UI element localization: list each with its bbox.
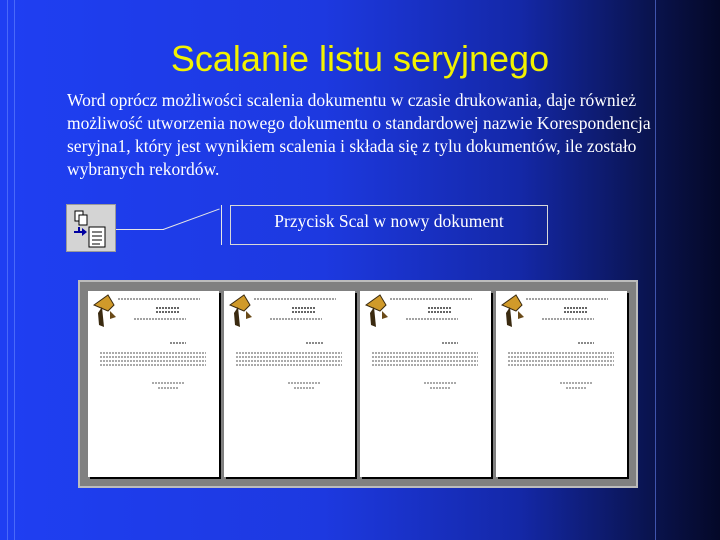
document-pages bbox=[88, 291, 630, 479]
document-page bbox=[224, 291, 355, 477]
document-page bbox=[360, 291, 491, 477]
right-decor-line bbox=[655, 0, 656, 540]
document-page bbox=[496, 291, 627, 477]
document-page bbox=[88, 291, 219, 477]
body-paragraph: Word oprócz możliwości scalenia dokumentu w czasie drukowania, daje również możliwość utworzenia nowego dokumentu o standardowej nazwie Korespondencja seryjna1, który jest wynikiem scalenia i składa się z tylu dokumentów, ile zostało wybranych rekordów. bbox=[67, 90, 651, 179]
merge-to-new-document-icon bbox=[67, 205, 115, 251]
callout-connector bbox=[116, 229, 164, 230]
merge-to-new-document-button[interactable] bbox=[66, 204, 116, 252]
callout-connector bbox=[163, 208, 220, 229]
clip-art-logo-icon bbox=[94, 295, 114, 311]
clip-art-logo-icon bbox=[230, 295, 250, 311]
clip-art-logo-icon bbox=[502, 295, 522, 311]
slide-title: Scalanie listu seryjnego bbox=[170, 38, 550, 79]
callout-box: Przycisk Scal w nowy dokument bbox=[230, 205, 548, 245]
left-decor-line bbox=[7, 0, 8, 540]
left-decor-line bbox=[14, 0, 15, 540]
callout-connector bbox=[221, 205, 222, 245]
clip-art-logo-icon bbox=[366, 295, 386, 311]
merged-documents-preview bbox=[78, 280, 638, 488]
